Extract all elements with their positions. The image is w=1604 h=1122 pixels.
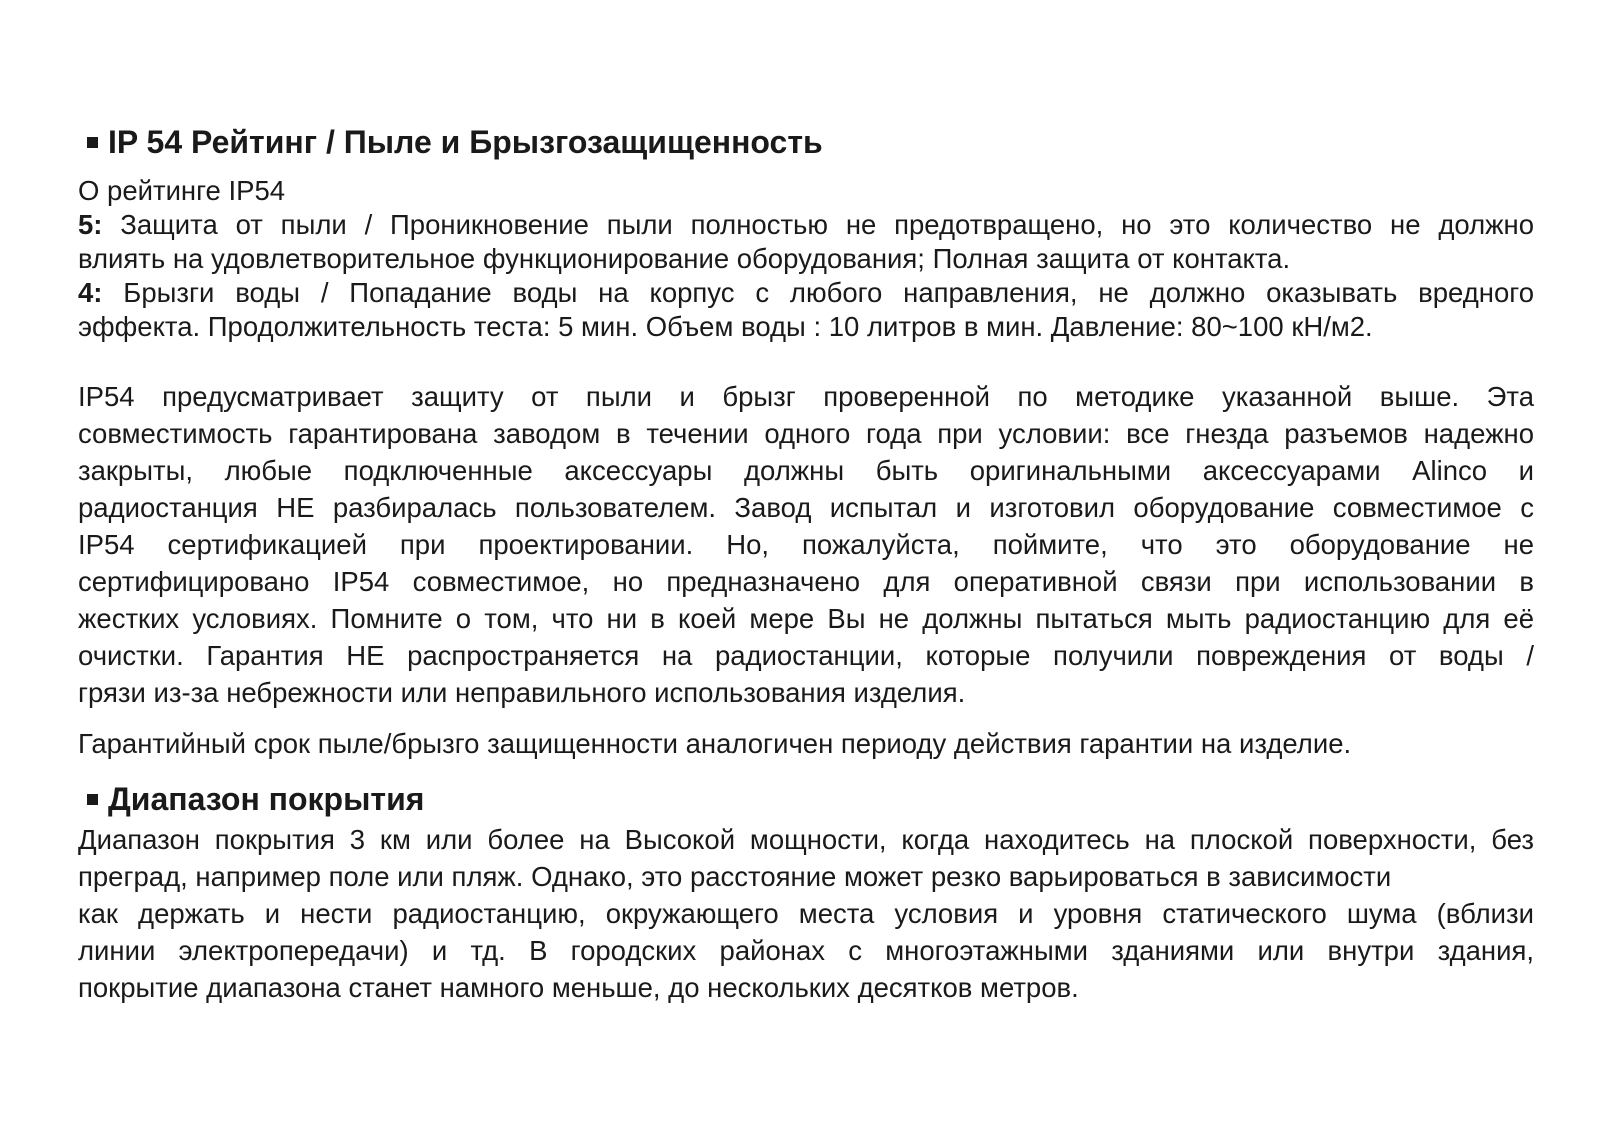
ip54-paragraph-line: грязи из-за небрежности или неправильного использования изделия. <box>78 677 966 708</box>
range-paragraph-line: как держать и нести радиостанцию, окружающего места условия и уровня статического шума (вблизи <box>78 898 1534 929</box>
ip54-paragraph-line: IP54 предусматривает защиту от пыли и брызг проверенной по методике указанной выше. Эта <box>78 381 1534 412</box>
water-protection-text-1: Брызги воды / Попадание воды на корпус с любого направления, не должно оказывать вредного <box>102 277 1534 308</box>
ip54-paragraph-line: сертифицировано IP54 совместимое, но предназначено для оперативной связи при использовании в <box>78 566 1534 597</box>
ip-rating-heading <box>78 122 1534 162</box>
square-bullet-icon <box>87 794 98 805</box>
water-protection-line-2: эффекта. Продолжительность теста: 5 мин. Объем воды : 10 литров в мин. Давление: 80~100 кН/м2. <box>78 311 1373 342</box>
dust-protection-line-2: влиять на удовлетворительное функционирование оборудования; Полная защита от контакта. <box>78 243 1291 274</box>
ip54-paragraph-line: IP54 сертификацией при проектировании. Но, пожалуйста, поймите, что это оборудование не <box>78 529 1534 560</box>
dust-protection-line-1 <box>78 208 1534 242</box>
document-page <box>78 122 1534 1006</box>
about-ip54-line: О рейтинге IP54 <box>78 175 286 206</box>
warranty-period-line: Гарантийный срок пыле/брызго защищенности аналогичен периоду действия гарантии на изделие. <box>78 728 1352 759</box>
ip54-description-paragraph <box>78 378 1534 711</box>
coverage-range-heading <box>78 779 1534 819</box>
ip54-paragraph-line: жестких условиях. Помните о том, что ни в коей мере Вы не должны пытаться мыть радиостанцию для её <box>78 603 1534 634</box>
water-protection-line-1 <box>78 276 1534 310</box>
coverage-range-heading-text: Диапазон покрытия <box>108 781 425 817</box>
ip54-paragraph-line: очистки. Гарантия НЕ распространяется на радиостанции, которые получили повреждения от воды / <box>78 640 1534 671</box>
ip54-paragraph-line: совместимость гарантирована заводом в течении одного года при условии: все гнезда разъемов надежно <box>78 418 1534 449</box>
range-paragraph-line: преград, например поле или пляж. Однако, это расстояние может резко варьироваться в зависимости <box>78 861 1392 892</box>
ip-rating-definitions <box>78 174 1534 344</box>
dust-protection-text-1: Защита от пыли / Проникновение пыли полностью не предотвращено, но это количество не должно <box>102 209 1534 240</box>
ip54-paragraph-line: закрыты, любые подключенные аксессуары должны быть оригинальными аксессуарами Alinco и <box>78 455 1534 486</box>
ip54-paragraph-line: радиостанция НЕ разбиралась пользователем. Завод испытал и изготовил оборудование совместимое с <box>78 492 1534 523</box>
dust-protection-entry <box>78 208 1534 276</box>
square-bullet-icon <box>87 137 98 148</box>
ip-rating-heading-text: IP 54 Рейтинг / Пыле и Брызгозащищенность <box>108 124 823 160</box>
range-paragraph-line: покрытие диапазона станет намного меньше, до нескольких десятков метров. <box>78 972 1079 1003</box>
range-paragraph-line: Диапазон покрытия 3 км или более на Высокой мощности, когда находитесь на плоской поверхности, без <box>78 824 1534 855</box>
coverage-range-paragraph <box>78 821 1534 1006</box>
range-paragraph-line: линии электропередачи) и тд. В городских районах с многоэтажными зданиями или внутри здания, <box>78 935 1534 966</box>
water-protection-entry <box>78 276 1534 344</box>
water-protection-label: 4: <box>78 277 103 308</box>
dust-protection-label: 5: <box>78 209 103 240</box>
